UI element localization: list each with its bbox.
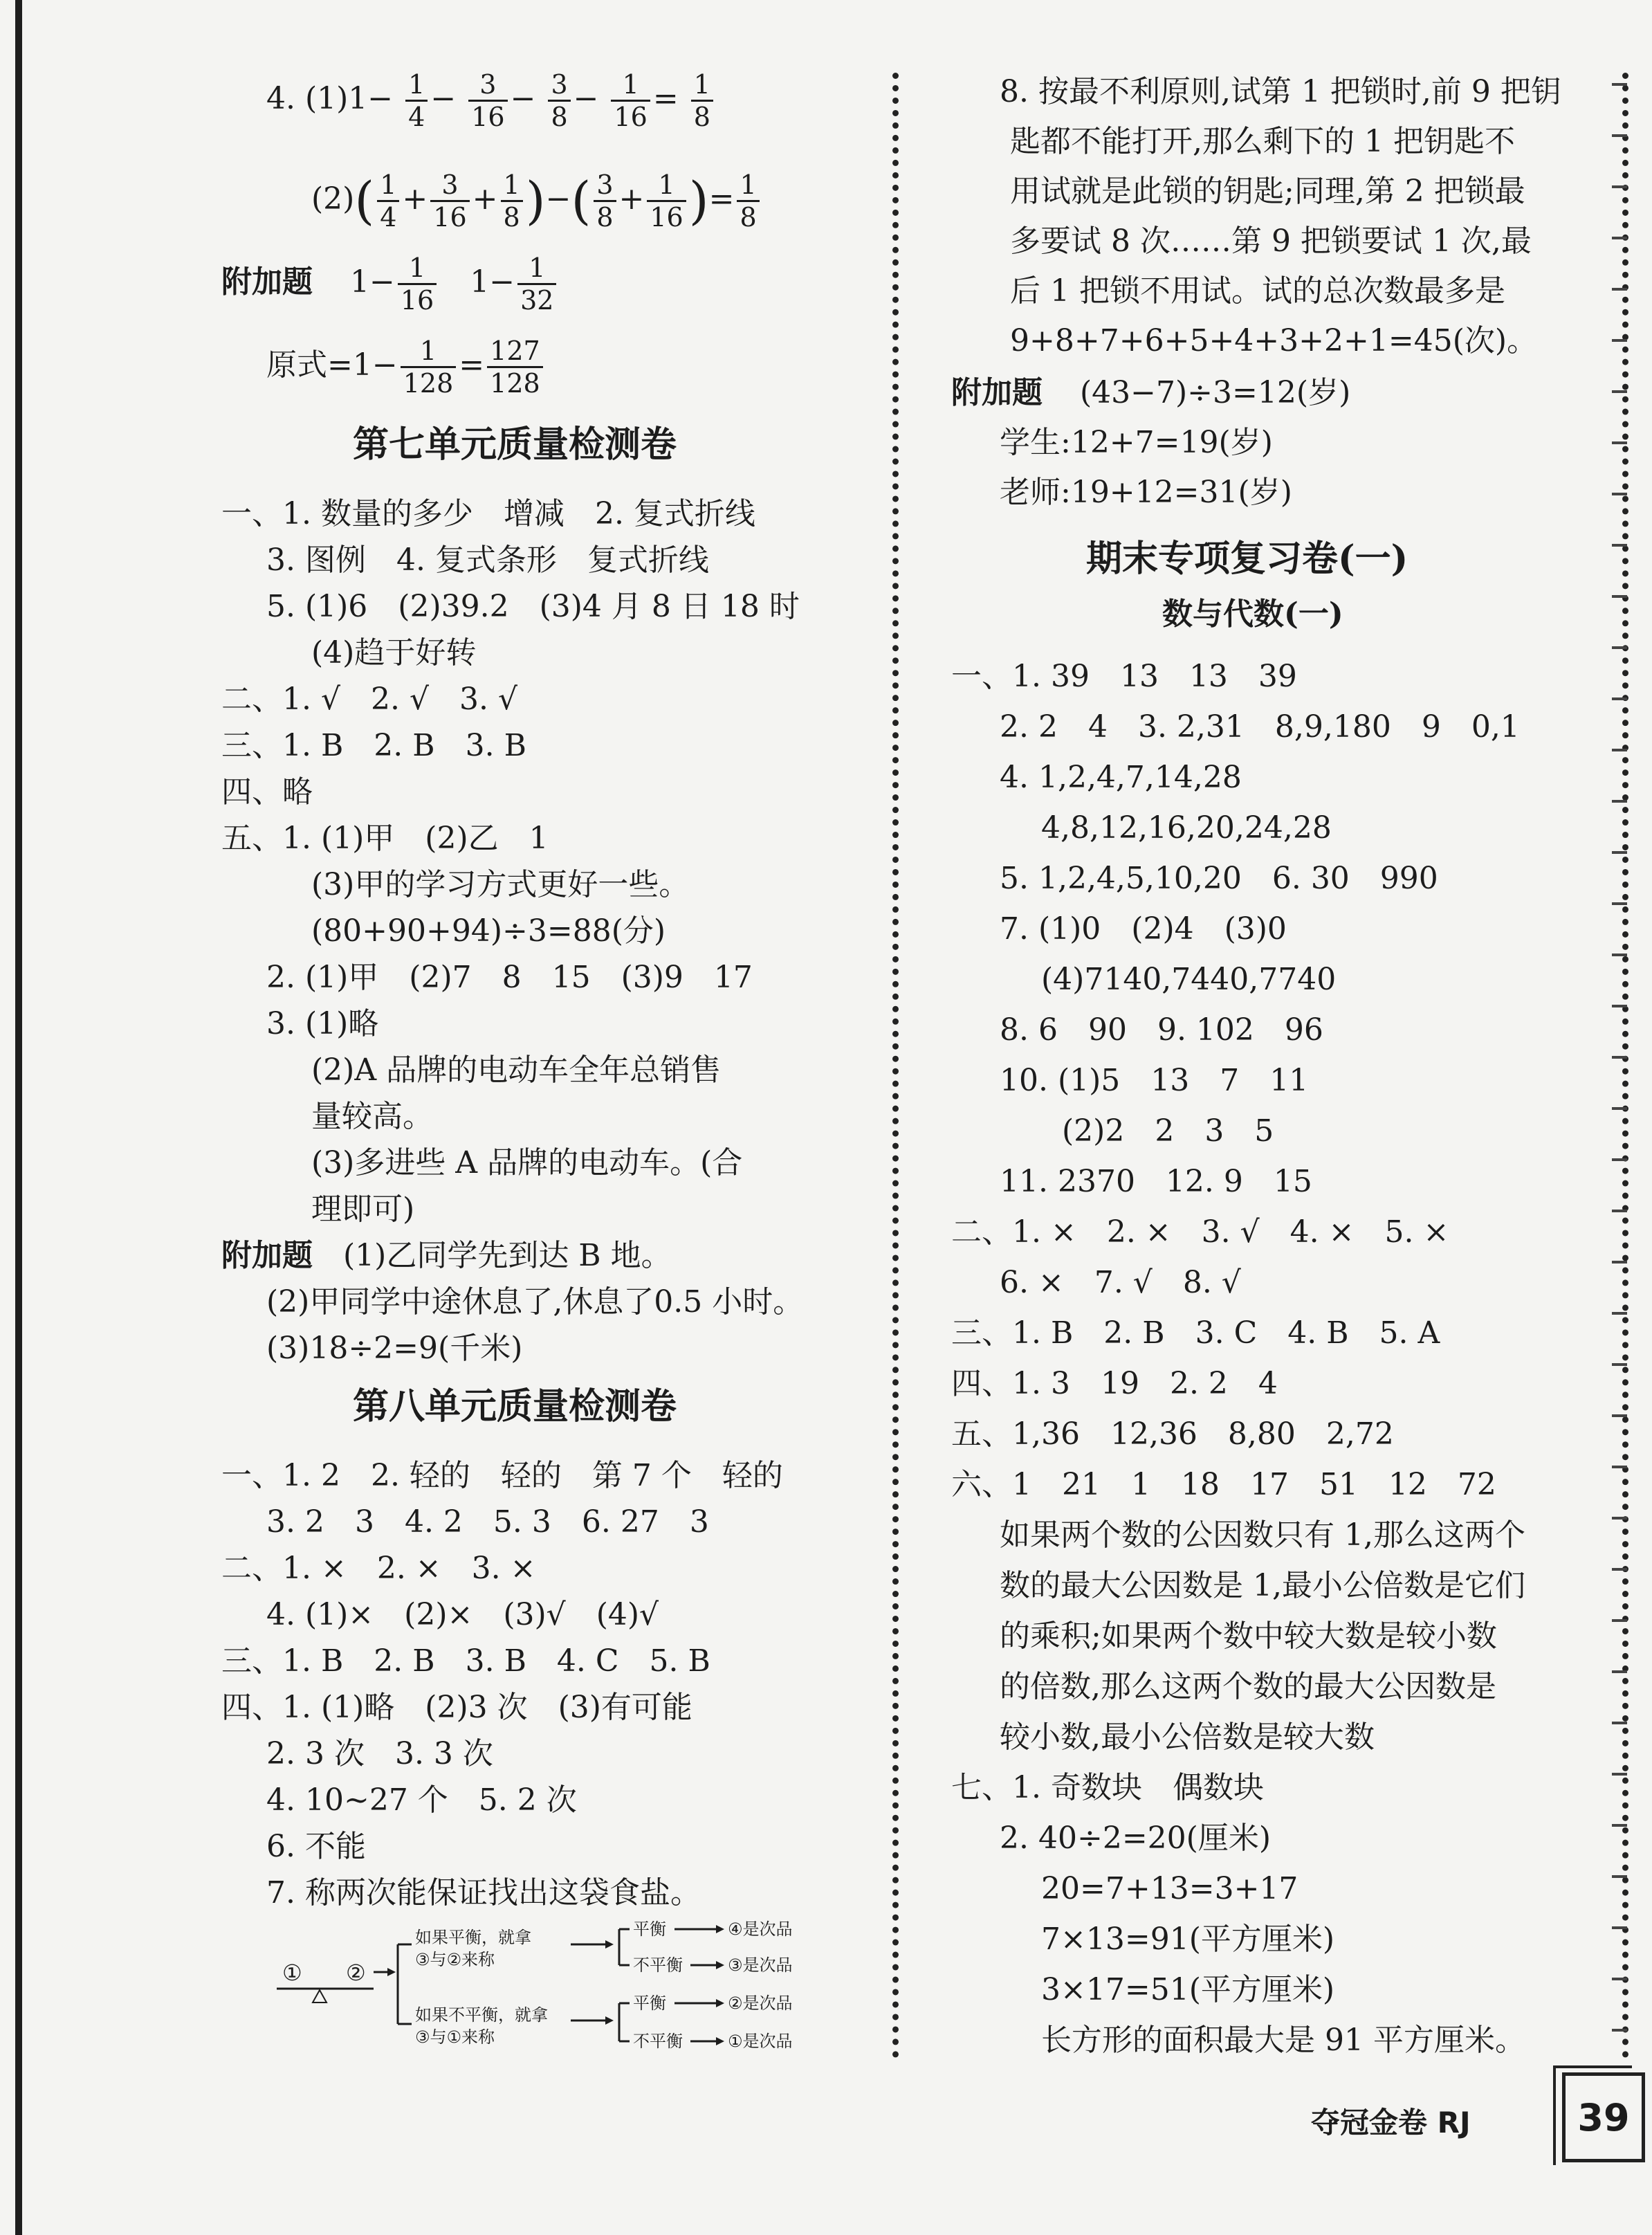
edge-tick [1612,1005,1627,1007]
final-line: 的乘积;如果两个数中较大数是较小数 [1000,1618,1497,1654]
ch7-line: (80+90+94)÷3=88(分) [311,913,666,949]
final-line: 5. 1,2,4,5,10,20 6. 30 990 [1000,861,1438,896]
arrow-icon [716,1925,724,1933]
ch7-title: 第七单元质量检测卷 [353,423,677,466]
page-number: 39 [1562,2072,1645,2162]
column-divider [892,73,899,2059]
extra1-formula-prefix: 原式=1− [266,347,398,383]
edge-tick [1612,1875,1627,1878]
fraction: $\frac{1}{8}$ [501,170,523,232]
final-line: 6. × 7. √ 8. √ [1000,1265,1241,1300]
ch7-line: 理即可) [311,1192,415,1227]
fraction: $\frac{3}{16}$ [468,69,507,132]
final-line: 六、1 21 1 18 17 51 12 72 [951,1467,1496,1502]
ch7-line: 一、1. 数量的多少 增减 2. 复式折线 [221,496,755,531]
extra2-line: 老师:19+12=31(岁) [1000,475,1292,510]
edge-tick [1612,902,1627,905]
ch7-line: 四、略 [221,774,313,810]
branch2-line2: ③与①来称 [415,2027,495,2047]
edge-tick [1612,2029,1627,2032]
final-title: 期末专项复习卷(一) [1086,538,1408,580]
arrow-icon [716,2037,724,2045]
fraction: $\frac{1}{16}$ [611,69,650,132]
final-line: 3×17=51(平方厘米) [1041,1972,1335,2007]
fraction: $\frac{1}{32}$ [517,253,556,316]
fraction: $\frac{127}{128}$ [487,336,543,399]
final-line: 七、1. 奇数块 偶数块 [951,1770,1264,1805]
ch7-extra-line: (3)18÷2=9(千米) [266,1331,523,1366]
ch7-line: 量较高。 [311,1099,433,1134]
arrow-icon [716,1999,724,2007]
result-2: ③是次品 [728,1955,793,1975]
extra1-line1: 附加题 1− $\frac{1}{16}$ 1− $\frac{1}{32}$ [221,253,559,316]
q4-label: 4. [266,81,295,116]
final-line: 较小数,最小公倍数是较大数 [1000,1719,1375,1755]
final-line: 4,8,12,16,20,24,28 [1041,810,1332,846]
ch7-line: (4)趋于好转 [311,635,477,670]
ch7-line: 二、1. √ 2. √ 3. √ [221,682,518,717]
final-line: 一、1. 39 13 13 39 [951,659,1297,694]
final-line: 8. 6 90 9. 102 96 [1000,1012,1323,1048]
edge-tick [1612,800,1627,803]
ch8-line: 三、1. B 2. B 3. B 4. C 5. B [221,1643,710,1679]
final-line: (4)7140,7440,7740 [1041,962,1337,997]
final-line: 三、1. B 2. B 3. C 4. B 5. A [951,1315,1440,1351]
ch8-title: 第八单元质量检测卷 [353,1385,677,1427]
q4-line1: 4. (1)1− $\frac{1}{4}$ − $\frac{3}{16}$ − $\frac{3}{8}$ − $\frac{1}{16}$ = $\frac{1}{8}$ [266,69,716,132]
final-line: 五、1,36 12,36 8,80 2,72 [951,1416,1394,1452]
edge-tick [1612,339,1627,342]
edge-tick [1612,544,1627,547]
edge-tick [1612,697,1627,700]
result-1: ④是次品 [728,1919,793,1939]
ch8-line: 四、1. (1)略 (2)3 次 (3)有可能 [221,1690,692,1725]
edge-tick [1612,1210,1627,1212]
q4-2-prefix: (2) [311,181,355,217]
q8-line: 多要试 8 次……第 9 把锁要试 1 次,最 [1010,224,1532,259]
scale-fulcrum [313,1990,327,2003]
ch7-extra-label: 附加题 [221,1238,313,1273]
edge-tick [1612,134,1627,137]
final-line: 7×13=91(平方厘米) [1041,1922,1335,1957]
final-line: 的倍数,那么这两个数的最大公因数是 [1000,1669,1496,1704]
final-line: 4. 1,2,4,7,14,28 [1000,760,1242,795]
edge-tick [1612,749,1627,751]
edge-tick [1612,1158,1627,1161]
edge-tick [1612,1773,1627,1776]
ch7-extra-line: (2)甲同学中途休息了,休息了0.5 小时。 [266,1284,804,1320]
edge-tick [1612,441,1627,444]
fraction: $\frac{1}{128}$ [401,336,457,399]
final-line: 数的最大公因数是 1,最小公倍数是它们 [1000,1568,1525,1603]
final-line: 如果两个数的公因数只有 1,那么这两个 [1000,1517,1525,1553]
q8-line: 8. 按最不利原则,试第 1 把锁时,前 9 把钥 [1000,74,1561,109]
unbalanced-label: 不平衡 [633,2032,683,2051]
extra1-label: 附加题 [221,264,313,300]
final-line: 10. (1)5 13 7 11 [1000,1063,1309,1098]
final-line: 长方形的面积最大是 91 平方厘米。 [1041,2023,1525,2058]
arrow-icon [605,1940,614,1949]
book-title: 夺冠金卷 RJ [1311,2106,1471,2140]
ch8-line: 二、1. × 2. × 3. × [221,1551,536,1586]
result-3: ②是次品 [728,1994,793,2013]
extra2-line [951,374,1350,412]
fraction: $\frac{3}{8}$ [594,170,616,232]
ch7-extra-line [221,1237,672,1275]
q8-line: 9+8+7+6+5+4+3+2+1=45(次)。 [1010,323,1538,358]
final-line: 四、1. 3 19 2. 2 4 [951,1366,1278,1401]
edge-tick [1612,493,1627,495]
ch7-line: 5. (1)6 (2)39.2 (3)4 月 8 日 18 时 [266,589,800,624]
fraction: $\frac{1}{16}$ [647,170,686,232]
balanced-label: 平衡 [633,1994,666,2013]
edge-tick [1612,1568,1627,1571]
ch7-line: (3)多进些 A 品牌的电动车。(合 [311,1145,743,1180]
ch8-line: 4. (1)× (2)× (3)√ (4)√ [266,1597,659,1632]
edge-tick [1612,390,1627,393]
edge-tick [1612,1978,1627,1980]
final-line: 二、1. × 2. × 3. √ 4. × 5. × [951,1214,1449,1250]
edge-tick [1612,954,1627,956]
ch8-line: 6. 不能 [266,1829,366,1864]
q8-line: 后 1 把锁不用试。试的总次数最多是 [1010,273,1505,309]
right-edge-rule [1622,73,1628,2059]
edge-tick [1612,83,1627,86]
arrow-icon [716,1961,724,1969]
edge-tick [1612,1926,1627,1929]
balanced-label: 平衡 [633,1919,666,1939]
ch7-line: 五、1. (1)甲 (2)乙 1 [221,821,549,856]
edge-tick [1612,1466,1627,1468]
result-4: ①是次品 [728,2032,793,2051]
final-line: 2. 2 4 3. 2,31 8,9,180 9 0,1 [1000,709,1520,745]
edge-tick [1612,1619,1627,1622]
scale-right-pan: ② [346,1960,366,1986]
arrow-icon [387,1968,396,1976]
edge-tick [1612,1056,1627,1059]
fraction: $\frac{1}{4}$ [377,170,399,232]
ch7-line: 2. (1)甲 (2)7 8 15 (3)9 17 [266,960,753,995]
edge-tick [1612,1722,1627,1724]
edge-tick [1612,1670,1627,1673]
ch8-line: 一、1. 2 2. 轻的 轻的 第 7 个 轻的 [221,1458,783,1493]
ch7-extra-text: (1)乙同学先到达 B 地。 [343,1238,672,1273]
final-line: 20=7+13=3+17 [1041,1871,1298,1906]
q4-1-prefix: (1)1− [304,81,394,116]
ch7-line: 3. (1)略 [266,1006,379,1041]
arrow-icon [605,2016,614,2025]
edge-tick [1612,1363,1627,1366]
edge-tick [1612,185,1627,188]
edge-tick [1612,1261,1627,1264]
edge-tick [1612,237,1627,239]
scale-left-pan: ① [282,1960,302,1986]
edge-tick [1612,595,1627,598]
unbalanced-label: 不平衡 [633,1955,683,1975]
final-line: 2. 40÷2=20(厘米) [1000,1821,1272,1856]
fraction: $\frac{1}{4}$ [405,69,428,132]
ch7-line: (2)A 品牌的电动车全年总销售 [311,1052,722,1088]
ch8-line: 4. 10~27 个 5. 2 次 [266,1782,577,1818]
branch1-line1: 如果平衡，就拿 [415,1928,531,1947]
edge-tick [1612,288,1627,291]
ch8-line: 3. 2 3 4. 2 5. 3 6. 27 3 [266,1504,709,1540]
ch8-line: 2. 3 次 3. 3 次 [266,1736,493,1771]
extra2-label: 附加题 [951,375,1043,410]
edge-tick [1612,1107,1627,1110]
ch7-line: (3)甲的学习方式更好一些。 [311,867,690,902]
fraction: $\frac{1}{8}$ [737,170,759,232]
binding-edge [15,0,22,2235]
fraction: $\frac{3}{16}$ [430,170,469,232]
ch7-line: 三、1. B 2. B 3. B [221,728,526,763]
q8-line: 匙都不能打开,那么剩下的 1 把钥匙不 [1010,124,1515,159]
edge-tick [1612,1824,1627,1827]
edge-tick [1612,1517,1627,1520]
final-line: 11. 2370 12. 9 15 [1000,1164,1312,1199]
final-line: (2)2 2 3 5 [1062,1113,1274,1149]
final-subtitle: 数与代数(一) [1162,596,1343,632]
ch7-line: 3. 图例 4. 复式条形 复式折线 [266,542,709,578]
extra1-line2: 原式=1− $\frac{1}{128}$ = $\frac{127}{128}$ [266,336,546,399]
final-line: 7. (1)0 (2)4 (3)0 [1000,911,1287,947]
q8-line: 用试就是此锁的钥匙;同理,第 2 把锁最 [1010,174,1525,209]
fraction: $\frac{3}{8}$ [548,69,570,132]
extra2-line: 学生:12+7=19(岁) [1000,425,1273,460]
edge-tick [1612,1312,1627,1315]
extra2-text: (43−7)÷3=12(岁) [1080,375,1351,410]
weighing-flow-diagram [277,1917,899,2055]
ch8-line: 7. 称两次能保证找出这袋食盐。 [266,1875,701,1910]
edge-tick [1612,851,1627,854]
q4-line2: (2)( $\frac{1}{4}$ + $\frac{3}{16}$ + $\frac{1}{8}$ )−( $\frac{3}{8}$ + $\frac{1}{16}$ )= $\frac{1}{8}$ [311,170,762,232]
edge-tick [1612,646,1627,649]
edge-tick [1612,1414,1627,1417]
branch1-line2: ③与②来称 [415,1950,495,1969]
branch2-line1: 如果不平衡，就拿 [415,2005,548,2025]
fraction: $\frac{1}{8}$ [691,69,713,132]
fraction: $\frac{1}{16}$ [398,253,437,316]
